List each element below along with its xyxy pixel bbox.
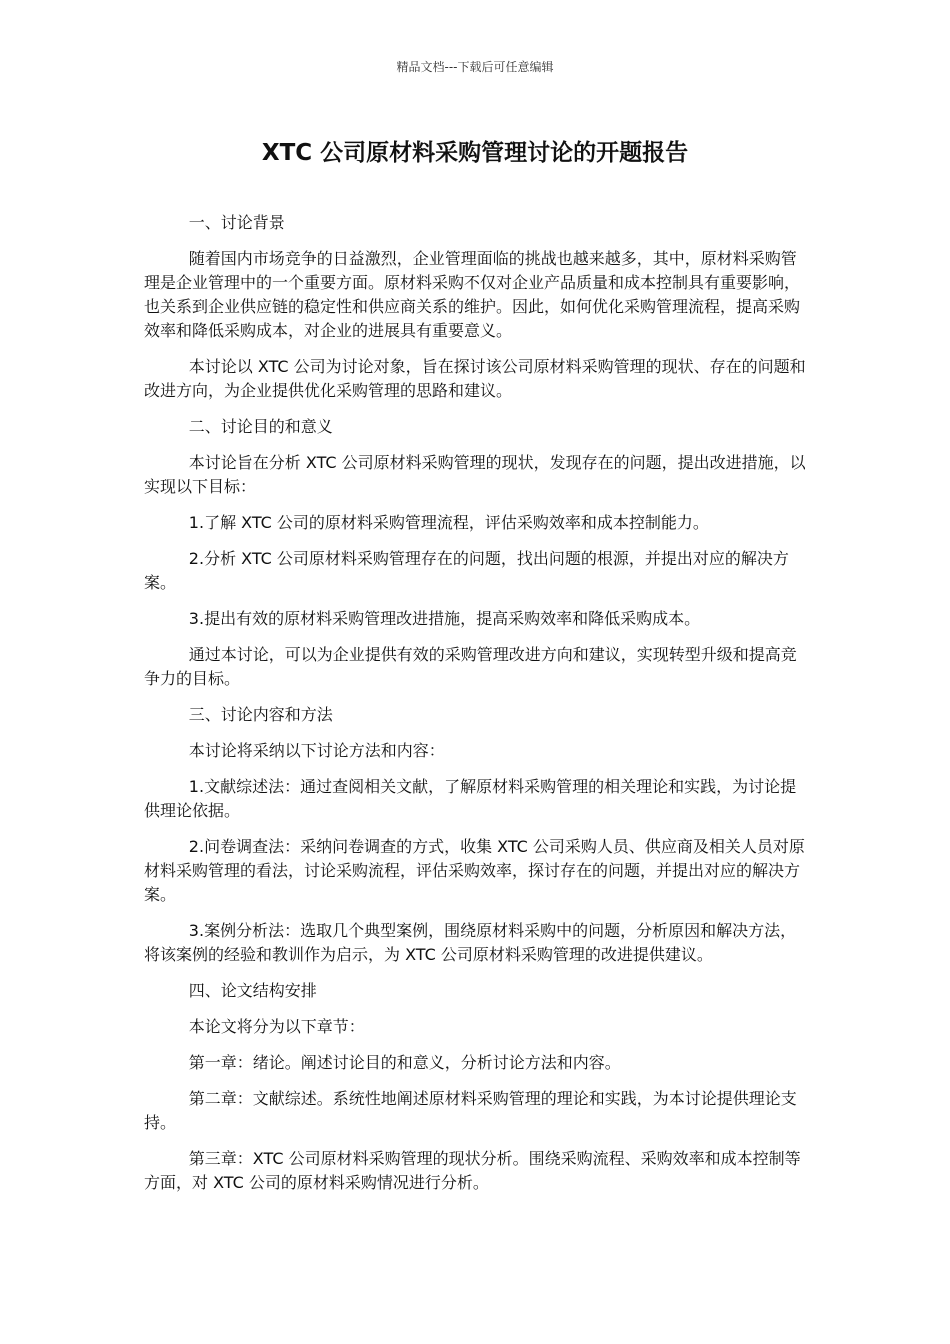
section-heading: 二、讨论目的和意义 [188, 417, 333, 436]
list-item: 3.提出有效的原材料采购管理改进措施，提高采购效率和降低采购成本。 [188, 609, 701, 628]
header-note: 精品文档---下载后可任意编辑 [396, 60, 554, 74]
list-item: 1.文献综述法：通过查阅相关文献，了解原材料采购管理的相关理论和实践，为讨论提供理论依据。 [144, 777, 797, 820]
paragraph: 本讨论以 XTC 公司为讨论对象，旨在探讨该公司原材料采购管理的现状、存在的问题和改进方向，为企业提供优化采购管理的思路和建议。 [144, 357, 806, 400]
list-item: 1.了解 XTC 公司的原材料采购管理流程，评估采购效率和成本控制能力。 [188, 513, 709, 532]
chapter-item: 第一章：绪论。阐述讨论目的和意义，分析讨论方法和内容。 [188, 1053, 621, 1072]
paragraph: 本讨论将采纳以下讨论方法和内容： [188, 741, 445, 760]
section-heading: 四、论文结构安排 [188, 981, 317, 1000]
list-item: 2.问卷调查法：采纳问卷调查的方式，收集 XTC 公司采购人员、供应商及相关人员对原材料采购管理的看法，讨论采购流程，评估采购效率，探讨存在的问题，并提出对应的解决方案。 [144, 837, 805, 904]
list-item: 3.案例分析法：选取几个典型案例，围绕原材料采购中的问题，分析原因和解决方法，将该案例的经验和教训作为启示，为 XTC 公司原材料采购管理的改进提供建议。 [144, 921, 797, 964]
paragraph: 通过本讨论，可以为企业提供有效的采购管理改进方向和建议，实现转型升级和提高竞争力的目标。 [144, 645, 797, 688]
section-heading: 一、讨论背景 [188, 213, 285, 232]
paragraph: 本论文将分为以下章节： [188, 1017, 365, 1036]
paragraph: 本讨论旨在分析 XTC 公司原材料采购管理的现状，发现存在的问题，提出改进措施，以实现以下目标： [144, 453, 806, 496]
list-item: 2.分析 XTC 公司原材料采购管理存在的问题，找出问题的根源，并提出对应的解决方案。 [144, 549, 789, 592]
document-body [144, 211, 808, 1207]
chapter-item: 第二章：文献综述。系统性地阐述原材料采购管理的理论和实践，为本讨论提供理论支持。 [144, 1089, 797, 1132]
paragraph: 随着国内市场竞争的日益激烈，企业管理面临的挑战也越来越多，其中，原材料采购管理是企业管理中的一个重要方面。原材料采购不仅对企业产品质量和成本控制具有重要影响，也关系到企业供应链的稳定性和供应商关系的维护。因此，如何优化采购管理流程，提高采购效率和降低采购成本，对企业的进展具有重要意义。 [144, 249, 801, 340]
section-heading: 三、讨论内容和方法 [188, 705, 333, 724]
document-title: XTC 公司原材料采购管理讨论的开题报告 [261, 140, 689, 166]
chapter-item: 第三章：XTC 公司原材料采购管理的现状分析。围绕采购流程、采购效率和成本控制等方面，对 XTC 公司的原材料采购情况进行分析。 [144, 1149, 801, 1192]
